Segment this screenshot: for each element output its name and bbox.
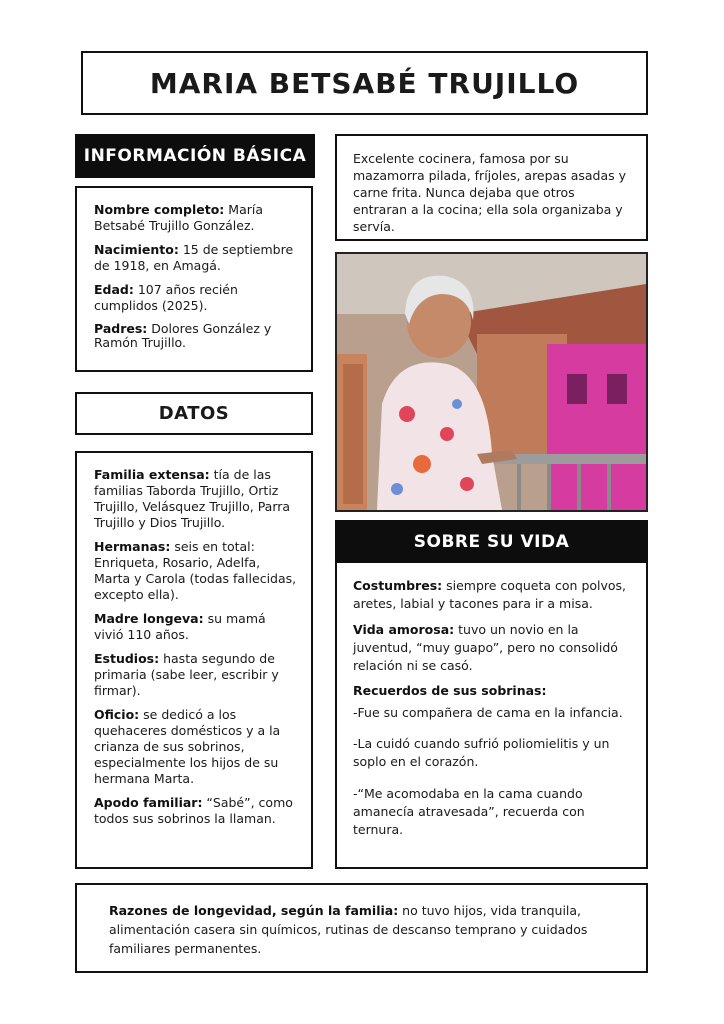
- datos-item: Oficio: se dedicó a los quehaceres domésticos y a la crianza de sus sobrinos, especialmente los hijos de su hermana Marta.: [94, 707, 281, 786]
- recuerdo-item: -“Me acomodaba en la cama cuando amanecía atravesada”, recuerda con ternura.: [353, 786, 585, 837]
- basic-info-item: Padres: Dolores González y Ramón Trujillo.: [94, 321, 272, 350]
- sobre-heading: [335, 520, 648, 563]
- recuerdo-item: -Fue su compañera de cama en la infancia.: [353, 705, 623, 720]
- datos-heading-text: DATOS: [158, 403, 230, 424]
- title-box: [81, 51, 648, 115]
- datos-item: Hermanas: seis en total: Enriqueta, Rosario, Adelfa, Marta y Carola (todas fallecidas, excepto ella).: [94, 539, 297, 602]
- basic-info-box: [75, 186, 313, 372]
- vida-amorosa-text: Vida amorosa: tuvo un novio en la juventud, “muy guapo”, pero no consolidó relación ni se casó.: [353, 622, 618, 673]
- basic-info-item: Nombre completo: María Betsabé Trujillo González.: [94, 202, 264, 233]
- sobre-heading-text: SOBRE SU VIDA: [413, 531, 570, 552]
- basic-info-item: Edad: 107 años recién cumplidos (2025).: [94, 282, 238, 313]
- basic-info-heading-text: INFORMACIÓN BÁSICA: [83, 146, 307, 166]
- datos-box: [75, 451, 313, 869]
- recuerdo-item: -La cuidó cuando sufrió poliomielitis y un soplo en el corazón.: [353, 736, 610, 769]
- intro-box: [335, 134, 648, 241]
- razones-text: Razones de longevidad, según la familia: no tuvo hijos, vida tranquila, alimentación casera sin químicos, rutinas de descanso temprano y cuidados familiares permanentes.: [109, 903, 588, 956]
- costumbres-text: Costumbres: siempre coqueta con polvos, aretes, labial y tacones para ir a misa.: [353, 578, 627, 611]
- recuerdos-label: Recuerdos de sus sobrinas:: [353, 683, 547, 698]
- basic-info-item: Nacimiento: 15 de septiembre de 1918, en Amagá.: [94, 242, 294, 273]
- datos-item: Familia extensa: tía de las familias Taborda Trujillo, Ortiz Trujillo, Velásquez Trujillo, Parra Trujillo y Dios Trujillo.: [94, 467, 291, 530]
- intro-text: Excelente cocinera, famosa por su mazamorra pilada, fríjoles, arepas asadas y carne frita. Nunca dejaba que otros entraran a la cocina; ella sola organizaba y servía.: [353, 151, 627, 234]
- razones-box: [75, 883, 648, 973]
- datos-item: Estudios: hasta segundo de primaria (sabe leer, escribir y firmar).: [94, 651, 279, 698]
- page-title: MARIA BETSABÉ TRUJILLO: [149, 66, 580, 100]
- basic-info-heading: [75, 134, 315, 178]
- portrait-image: [337, 254, 646, 510]
- sobre-box: [335, 563, 648, 869]
- portrait-photo: [335, 252, 648, 512]
- datos-item: Madre longeva: su mamá vivió 110 años.: [94, 611, 266, 642]
- datos-heading: [75, 392, 313, 435]
- datos-item: Apodo familiar: “Sabé”, como todos sus sobrinos la llaman.: [94, 795, 293, 826]
